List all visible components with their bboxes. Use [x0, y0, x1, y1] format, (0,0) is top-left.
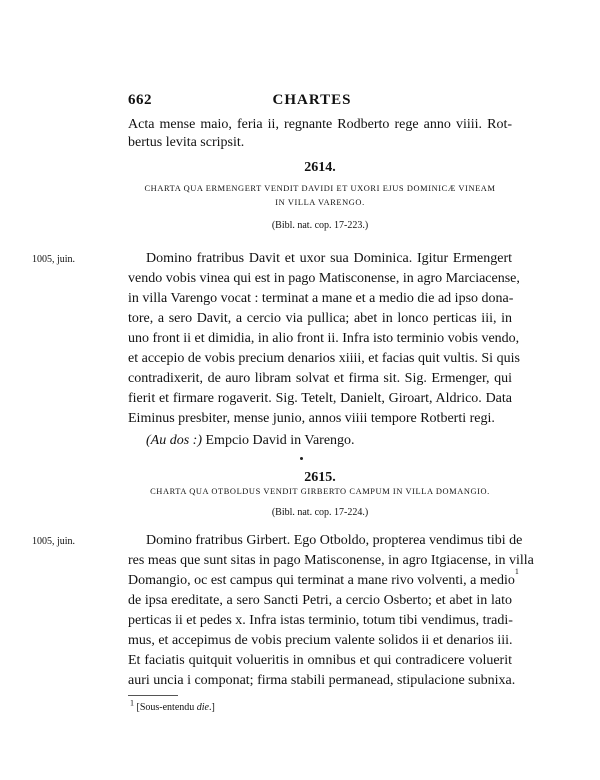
- text-line: auri uncia i componat; firma stabili permanead, stipulacione subnixa.: [128, 673, 516, 688]
- text-line: fierit et firmare rogaverit. Sig. Tetelt, Danielt, Giroart, Aldrico. Data: [128, 391, 512, 406]
- charter-title-line: CHARTA QUA ERMENGERT VENDIT DAVIDI ET UXORI EJUS DOMINICÆ VINEAM: [144, 184, 496, 193]
- text-line: perticas ii et pedes x. Infra istas terminio, totum tibi vendimus, tradi-: [128, 613, 513, 628]
- charter-source: (Bibl. nat. cop. 17-224.): [271, 507, 369, 518]
- footnote-rule: [128, 695, 178, 696]
- text-line: Domino fratribus Girbert. Ego Otboldo, propterea vendimus tibi de: [146, 533, 523, 548]
- text-line: tore, a sero Davit, a cercio via pullica; abet in lonco perticas iii, in: [128, 311, 512, 326]
- text-line: contradixerit, de auro libram solvat et firma sit. Sig. Ermenger, qui: [128, 371, 512, 386]
- footnote-text-after: .]: [209, 702, 215, 713]
- endorsement-label: (Au dos :): [146, 433, 202, 448]
- running-title: CHARTES: [272, 92, 352, 108]
- footnote-text-before: [Sous-entendu: [136, 702, 197, 713]
- text-line: uno front ii et dimidia, in alio front ii. Infra isto terminio vobis vendo,: [128, 331, 520, 346]
- text-line-with-note: [128, 567, 519, 590]
- text-line: Acta mense maio, feria ii, regnante Rodberto rege anno viiii. Rot-: [128, 117, 512, 132]
- footnote-marker[interactable]: 1: [514, 567, 519, 576]
- footnote: [130, 698, 215, 713]
- margin-date: 1005, juin.: [32, 254, 76, 265]
- text-line: vendo vobis vinea qui est in pago Matisconense, in agro Marciacense,: [128, 271, 520, 286]
- text-line: Domangio, oc est campus qui terminat a mane rivo volventi, a medio: [128, 573, 515, 588]
- endorsement-text: Empcio David in Varengo.: [205, 433, 355, 448]
- page-header: [128, 92, 496, 112]
- footnote-number: 1: [130, 698, 134, 708]
- charter-title-line: CHARTA QUA OTBOLDUS VENDIT GIRBERTO CAMPUM IN VILLA DOMANGIO.: [150, 487, 490, 496]
- ink-speck: [300, 457, 303, 460]
- text-line: Domino fratribus Davit et uxor sua Dominica. Igitur Ermengert: [146, 251, 512, 266]
- charter-title-line: IN VILLA VARENGO.: [275, 198, 365, 207]
- text-line: de ipsa ereditate, a sero Sancti Petri, a cercio Osberto; et abet in lato: [128, 593, 512, 608]
- page-number: 662: [128, 92, 152, 108]
- text-line: in villa Varengo vocat : terminat a mane et a medio die ad ipso dona-: [128, 291, 514, 306]
- charter-source: (Bibl. nat. cop. 17-223.): [271, 220, 369, 231]
- text-line: mus, et accepimus de vobis precium valente solidos ii et denarios iii.: [128, 633, 513, 648]
- charter-number: 2614.: [304, 160, 336, 175]
- footnote-text-italic: die: [196, 702, 209, 713]
- endorsement: [146, 432, 530, 450]
- text-line: Et faciatis quitquit volueritis in omnibus et qui contradicere voluerit: [128, 653, 512, 668]
- text-line: et accepio de vobis precium denarios xiiii, et facias quit vultis. Si quis: [128, 351, 520, 366]
- text-line: bertus levita scripsit.: [128, 135, 245, 150]
- margin-date: 1005, juin.: [32, 536, 76, 547]
- text-line: res meas que sunt sitas in pago Matisconense, in agro Itgiacense, in villa: [128, 553, 534, 568]
- charter-number: 2615.: [304, 470, 336, 485]
- text-line: Eiminus presbiter, mense junio, annos viiii tempore Rotberti regi.: [128, 411, 495, 426]
